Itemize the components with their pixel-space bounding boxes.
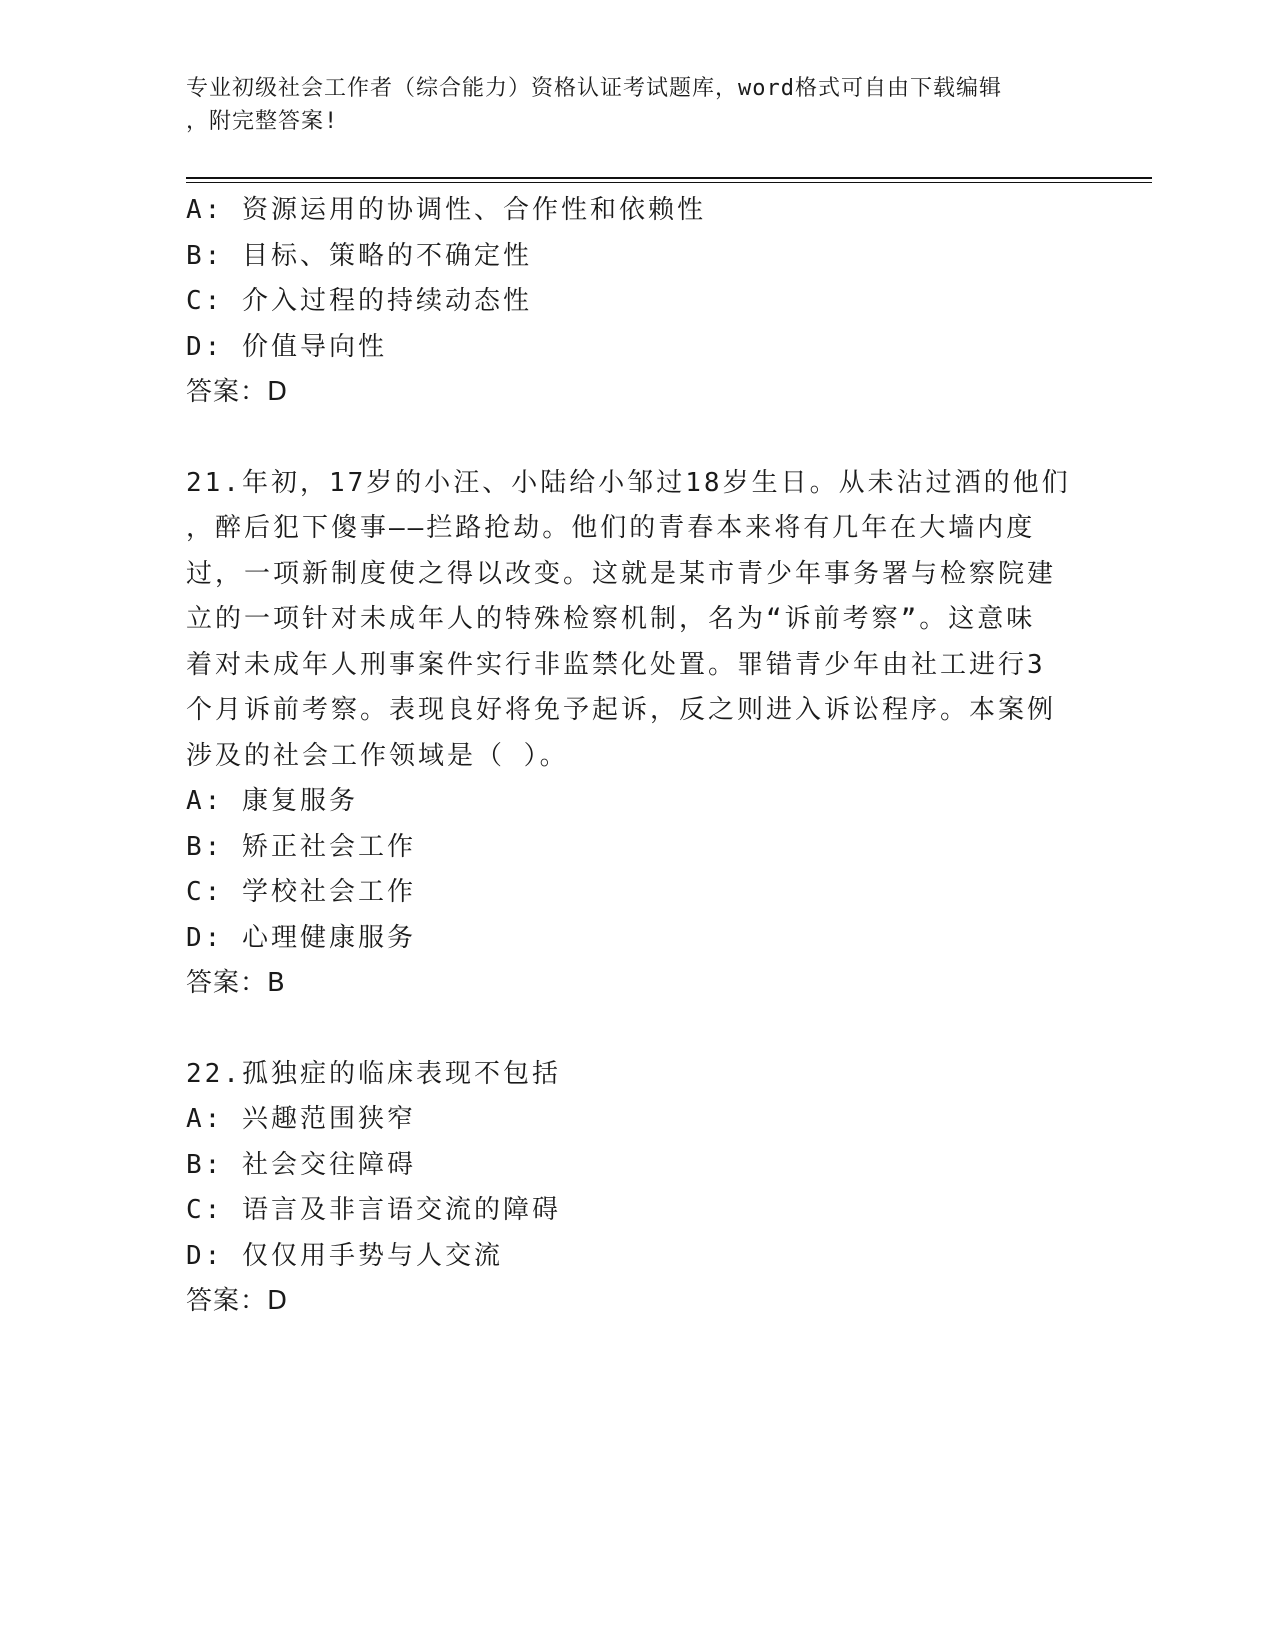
question-stem-line: 21.年初，17岁的小汪、小陆给小邹过18岁生日。从未沾过酒的他们	[186, 467, 1071, 498]
option-b: B: 目标、策略的不确定性	[186, 240, 532, 271]
option-a: A: 兴趣范围狭窄	[186, 1104, 416, 1134]
header-title-line-1: 专业初级社会工作者（综合能力）资格认证考试题库，word格式可自由下载编辑	[186, 76, 1002, 101]
answer-label: 答案：D	[186, 1286, 289, 1316]
spacer	[186, 416, 1086, 461]
option-c: C: 语言及非言语交流的障碍	[186, 1195, 561, 1225]
option-d: D: 价值导向性	[186, 331, 387, 362]
option-a: A: 康复服务	[186, 786, 358, 816]
answer-label: 答案：B	[186, 968, 286, 998]
question-22	[186, 1052, 1086, 1325]
answer-label: 答案：D	[186, 377, 289, 407]
question-stem-line: 着对未成年人刑事案件实行非监禁化处置。罪错青少年由社工进行3	[186, 649, 1046, 680]
question-20	[186, 188, 1086, 416]
question-stem-line: 立的一项针对未成年人的特殊检察机制，名为“诉前考察”。这意味	[186, 604, 1036, 634]
option-b: B: 社会交往障碍	[186, 1149, 416, 1180]
question-21	[186, 461, 1086, 1007]
option-d: D: 仅仅用手势与人交流	[186, 1240, 503, 1271]
document-header	[186, 72, 1066, 138]
option-b: B: 矫正社会工作	[186, 831, 416, 862]
option-a: A: 资源运用的协调性、合作性和依赖性	[186, 195, 706, 225]
question-stem-line: 个月诉前考察。表现良好将免予起诉，反之则进入诉讼程序。本案例	[186, 695, 1057, 725]
option-c: C: 介入过程的持续动态性	[186, 286, 532, 316]
header-rule-thick	[186, 177, 1152, 179]
header-rule-thin	[186, 182, 1152, 183]
question-list	[186, 188, 1086, 1325]
option-c: C: 学校社会工作	[186, 877, 416, 907]
question-stem-line: 22.孤独症的临床表现不包括	[186, 1058, 561, 1089]
header-title-line-2: ，附完整答案!	[186, 109, 339, 134]
option-d: D: 心理健康服务	[186, 922, 416, 953]
question-stem-line: 涉及的社会工作领域是（ ）。	[186, 740, 569, 771]
spacer	[186, 1007, 1086, 1052]
question-stem-line: ，醉后犯下傻事——拦路抢劫。他们的青春本来将有几年在大墙内度	[186, 513, 1036, 543]
question-stem-line: 过，一项新制度使之得以改变。这就是某市青少年事务署与检察院建	[186, 558, 1057, 589]
